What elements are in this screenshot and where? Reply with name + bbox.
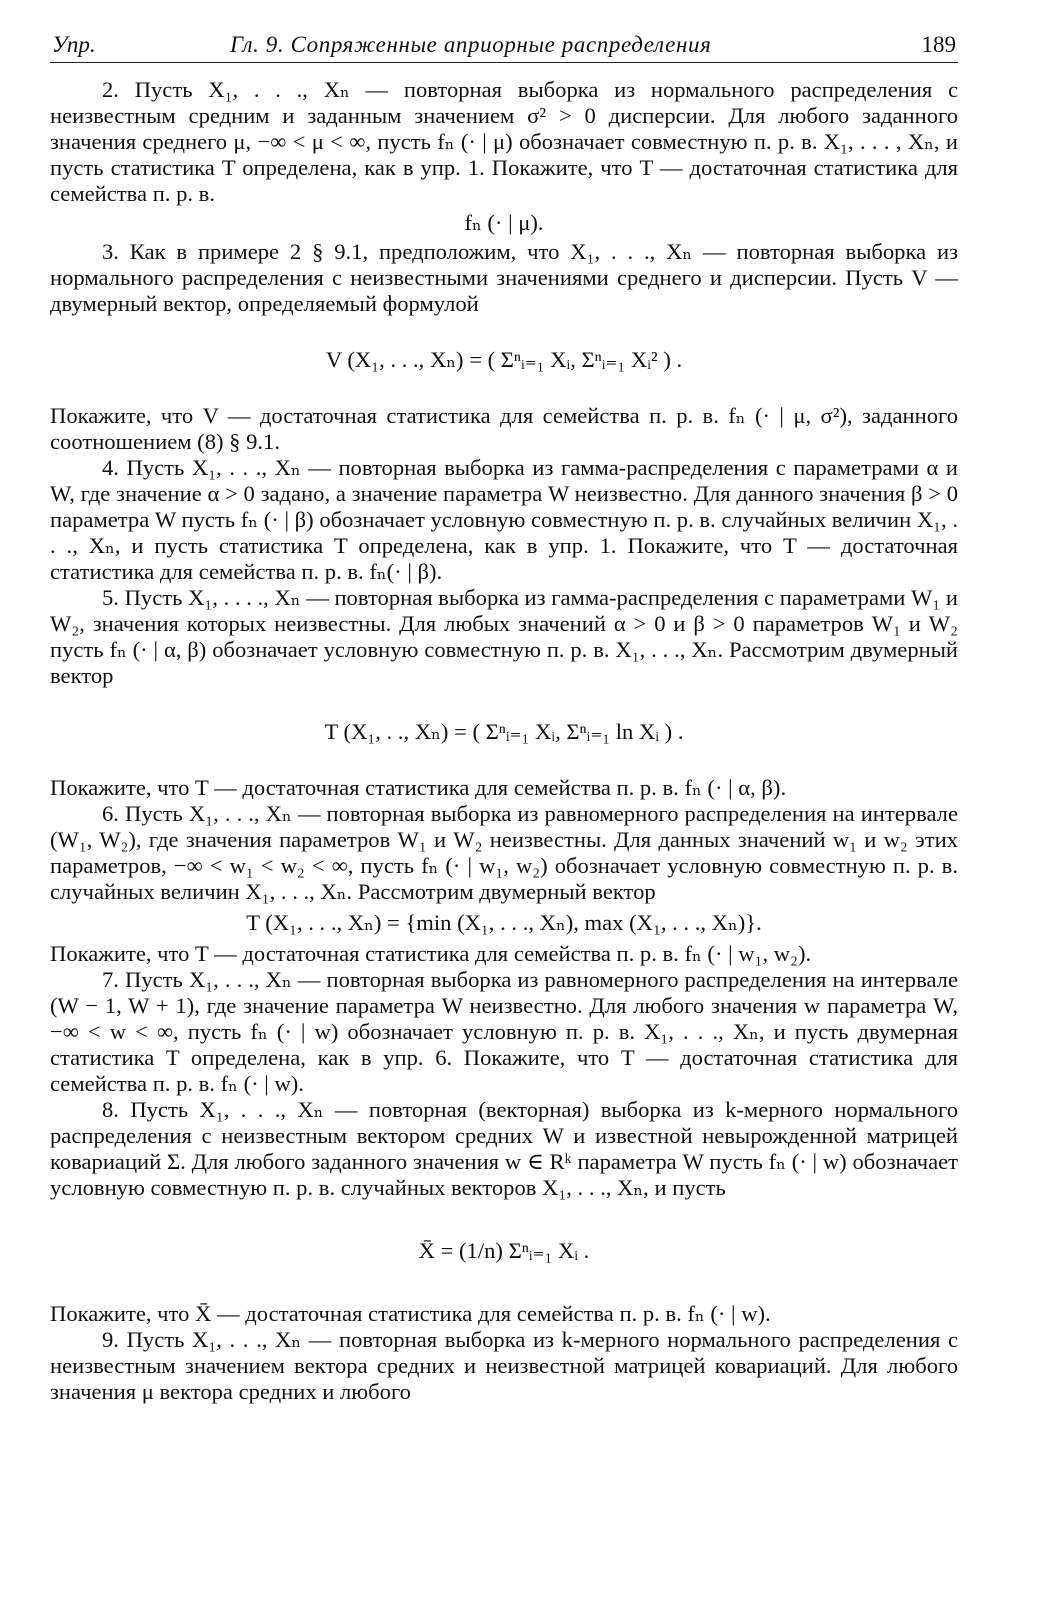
formula-V-vector: V (X₁, . . ., Xₙ) = ( Σⁿᵢ₌₁ Xᵢ, Σⁿᵢ₌₁ Xᵢ² ) . — [325, 347, 683, 372]
exercise-6-text: 6. Пусть X₁, . . ., Xₙ — повторная выборка из равномерного распределения на интервале (W₁, W₂), где значения параметров W₁ и W₂ неизвестны. Для данных значений w₁ и w₂ этих параметров, −∞ < w₁ < w₂ < ∞, пусть fₙ (· | w₁, w₂) обозначает условную совместную п. р. в. случайных величин X₁, . . ., Xₙ. Рассмотрим двумерный вектор — [50, 801, 958, 904]
exercise-4-text: 4. Пусть X₁, . . ., Xₙ — повторная выборка из гамма-распределения с параметрами α и W, где значение α > 0 задано, а значение параметра W неизвестно. Для данного значения β > 0 параметра W пусть fₙ (· | β) обозначает условную совместную п. р. в. случайных величин X₁, . . ., Xₙ, и пусть статистика T определена, как в упр. 1. Покажите, что T — достаточная статистика для семейства п. р. в. fₙ(· | β). — [50, 455, 958, 584]
exercise-3-text: 3. Как в примере 2 § 9.1, предположим, что X₁, . . ., Xₙ — повторная выборка из нормального распределения с неизвестными значениями среднего и дисперсии. Пусть V — двумерный вектор, определяемый формулой — [50, 239, 958, 316]
exercise-2-text: 2. Пусть X₁, . . ., Xₙ — повторная выборка из нормального распределения с неизвестным средним и заданным значением σ² > 0 дисперсии. Для любого заданного значения среднего μ, −∞ < μ < ∞, пусть fₙ (· | μ) обозначает совместную п. р. в. X₁, . . . , Xₙ, и пусть статистика T определена, как в упр. 1. Покажите, что T — достаточная статистика для семейства п. р. в. — [50, 77, 958, 206]
formula-X-bar: X̄ = (1/n) Σⁿᵢ₌₁ Xᵢ . — [418, 1238, 590, 1263]
exercise-8-text: 8. Пусть X₁, . . ., Xₙ — повторная (векторная) выборка из k-мерного нормального распределения с неизвестным вектором средних W и известной невырожденной матрицей ковариаций Σ. Для любого заданного значения w ∈ Rᵏ параметра W пусть fₙ (· | w) обозначает условную совместную п. р. в. случайных векторов X₁, . . ., Xₙ, и пусть — [50, 1097, 958, 1200]
page-body — [50, 77, 958, 1405]
exercise-3-conclusion: Покажите, что V — достаточная статистика для семейства п. р. в. fₙ (· | μ, σ²), заданного соотношением (8) § 9.1. — [50, 403, 958, 454]
header-section-label: Упр. — [52, 32, 96, 57]
book-page — [50, 28, 958, 1405]
formula-density-mu: fₙ (· | μ). — [464, 210, 544, 235]
exercise-8-conclusion: Покажите, что X̄ — достаточная статистика для семейства п. р. в. fₙ (· | w). — [50, 1301, 771, 1326]
formula-T-min-max: T (X₁, . . ., Xₙ) = {min (X₁, . . ., Xₙ), max (X₁, . . ., Xₙ)}. — [246, 910, 762, 935]
exercise-5-conclusion: Покажите, что T — достаточная статистика для семейства п. р. в. fₙ (· | α, β). — [50, 775, 787, 800]
exercise-9-text: 9. Пусть X₁, . . ., Xₙ — повторная выборка из k-мерного нормального распределения с неизвестным значением вектора средних и неизвестной матрицей ковариаций. Для любого значения μ вектора средних и любого — [50, 1327, 958, 1404]
exercise-6-conclusion: Покажите, что T — достаточная статистика для семейства п. р. в. fₙ (· | w₁, w₂). — [50, 941, 812, 966]
exercise-5-text: 5. Пусть X₁, . . . ., Xₙ — повторная выборка из гамма-распределения с параметрами W₁ и W₂, значения которых неизвестны. Для любых значений α > 0 и β > 0 параметров W₁ и W₂ пусть fₙ (· | α, β) обозначает условную совместную п. р. в. X₁, . . ., Xₙ. Рассмотрим двумерный вектор — [50, 585, 958, 688]
page-number: 189 — [921, 32, 956, 57]
formula-T-gamma: T (X₁, . ., Xₙ) = ( Σⁿᵢ₌₁ Xᵢ, Σⁿᵢ₌₁ ln Xᵢ ) . — [324, 719, 684, 744]
exercise-7-text: 7. Пусть X₁, . . ., Xₙ — повторная выборка из равномерного распределения на интервале (W − 1, W + 1), где значение параметра W неизвестно. Для любого значения w параметра W, −∞ < w < ∞, пусть fₙ (· | w) обозначает условную п. р. в. X₁, . . ., Xₙ, и пусть двумерная статистика T определена, как в упр. 6. Покажите, что T — достаточная статистика для семейства п. р. в. fₙ (· | w). — [50, 967, 958, 1096]
running-header — [50, 28, 958, 63]
chapter-title: Гл. 9. Сопряженные априорные распределения — [230, 32, 712, 57]
